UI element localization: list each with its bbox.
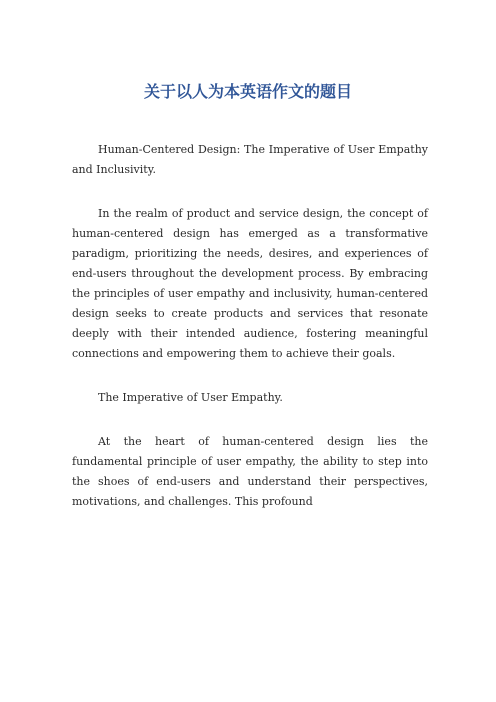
- essay-title-paragraph: Human-Centered Design: The Imperative of User Empathy and Inclusivity.: [72, 143, 428, 176]
- section-heading-user-empathy: The Imperative of User Empathy.: [98, 391, 283, 404]
- document-body: [72, 140, 428, 536]
- user-empathy-paragraph: At the heart of human-centered design lies the fundamental principle of user empathy, the ability to step into the shoes of end-users and understand their perspectives, motivations, and challenges. This profound: [72, 435, 428, 508]
- intro-paragraph: In the realm of product and service design, the concept of human-centered design has emerged as a transformative paradigm, prioritizing the needs, desires, and experiences of end-users throughout the development process. By embracing the principles of user empathy and inclusivity, human-centered design seeks to create products and services that resonate deeply with their intended audience, fostering meaningful connections and empowering them to achieve their goals.: [72, 207, 428, 360]
- document-title: 关于以人为本英语作文的题目: [143, 82, 352, 101]
